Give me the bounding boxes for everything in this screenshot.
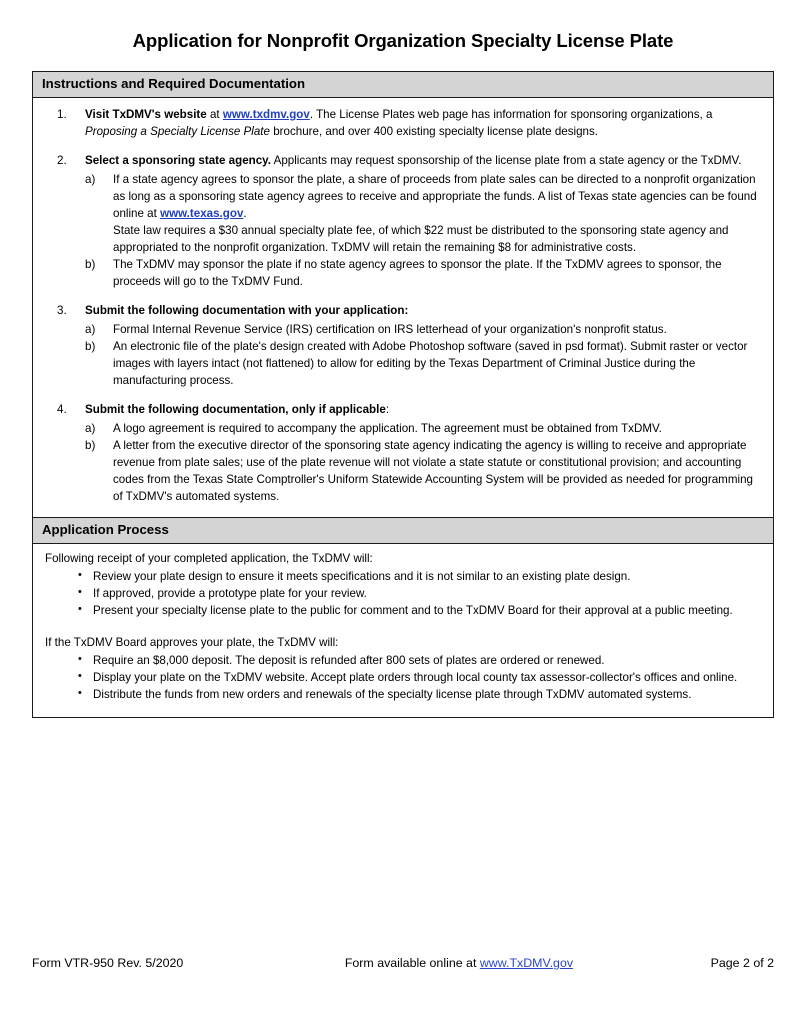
- sub-item-text: [113, 171, 763, 222]
- bullet-icon: •: [78, 568, 82, 581]
- section-header-instructions: Instructions and Required Documentation: [33, 72, 773, 98]
- item-body-text: Applicants may request sponsorship of the license plate from a state agency or the TxDMV.: [271, 153, 742, 167]
- item-number: 4.: [57, 403, 67, 417]
- item-lead: Visit TxDMV's website: [85, 107, 207, 121]
- sub-list-item: [85, 321, 763, 338]
- sub-item-letter: b): [85, 439, 96, 453]
- list-item: [45, 686, 763, 703]
- sub-item-letter: b): [85, 257, 96, 271]
- sub-list-item: [85, 171, 763, 256]
- item-text-after-link: . The License Plates web page has information for sponsoring organizations, a: [309, 107, 713, 121]
- bullet-text: Distribute the funds from new orders and renewals of the specialty license plate through TxDMV automated systems.: [93, 688, 692, 702]
- item-text: [85, 106, 763, 140]
- sub-item-text-after-link: .: [243, 206, 247, 220]
- item-number: 3.: [57, 304, 67, 317]
- sub-list-item: [85, 338, 763, 389]
- process-group-one-intro: Following receipt of your completed application, the TxDMV will:: [45, 551, 373, 565]
- bullet-text: Present your specialty license plate to the public for comment and to the TxDMV Board for their approval at a public meeting.: [93, 603, 733, 617]
- bullet-icon: •: [78, 602, 82, 615]
- spacer: [45, 619, 763, 634]
- item-text: [85, 302, 763, 319]
- list-item: [43, 401, 763, 505]
- item-text: [85, 401, 763, 418]
- application-process-body: [33, 544, 773, 717]
- bullet-icon: •: [78, 687, 82, 700]
- bullet-icon: •: [78, 670, 82, 683]
- list-item: [45, 585, 763, 602]
- bullet-icon: •: [78, 585, 82, 598]
- bullet-text: Display your plate on the TxDMV website. Accept plate orders through local county tax assessor-collector's offices and online.: [93, 671, 738, 685]
- footer-page-number: Page 2 of 2: [710, 956, 774, 970]
- footer-form-id: Form VTR-950 Rev. 5/2020: [32, 956, 184, 970]
- brochure-title: Proposing a Specialty License Plate: [85, 124, 270, 138]
- footer-availability: [183, 956, 710, 970]
- item-text-tail: brochure, and over 400 existing specialty license plate designs.: [269, 124, 599, 138]
- bullet-text: If approved, provide a prototype plate for your review.: [93, 586, 367, 600]
- sub-list-item: [85, 256, 763, 290]
- sub-item-letter: a): [85, 323, 96, 337]
- process-group-one-bullets: [45, 568, 763, 619]
- sub-item-text: A logo agreement is required to accompany the application. The agreement must be obtained from TxDMV.: [113, 422, 662, 436]
- list-item: [45, 669, 763, 686]
- process-group-two-bullets: [45, 652, 763, 703]
- bullet-text: Review your plate design to ensure it meets specifications and it is not similar to an existing plate design.: [93, 569, 631, 583]
- item-number: 2.: [57, 153, 67, 167]
- sub-list-item: [85, 437, 763, 505]
- texas-gov-link[interactable]: www.texas.gov: [160, 206, 244, 220]
- sub-item-letter: b): [85, 340, 96, 354]
- sub-item-text: The TxDMV may sponsor the plate if no state agency agrees to sponsor the plate. If the TxDMV agrees to sponsor, the proceeds will go to the TxDMV Fund.: [113, 257, 722, 288]
- list-item: [43, 152, 763, 290]
- page-title: Application for Nonprofit Organization Specialty License Plate: [132, 30, 674, 51]
- section-header-application-process: Application Process: [33, 517, 773, 544]
- sub-item-letter: a): [85, 422, 96, 436]
- process-group-two-intro: If the TxDMV Board approves your plate, the TxDMV will:: [45, 635, 339, 649]
- footer-txdmv-link[interactable]: www.TxDMV.gov: [479, 956, 574, 970]
- sub-item-letter: a): [85, 172, 96, 186]
- instructions-list: [43, 106, 763, 506]
- list-item: [45, 602, 763, 619]
- item-text: [85, 152, 763, 169]
- list-item: [45, 652, 763, 669]
- bullet-text: Require an $8,000 deposit. The deposit is refunded after 800 sets of plates are ordered or renewed.: [93, 654, 605, 667]
- sub-item-text: An electronic file of the plate's design created with Adobe Photoshop software (saved in psd format). Submit raster or vector images with layers intact (not flattened) to allow for editing by the Texas Department of Criminal Justice during the manufacturing process.: [113, 340, 748, 388]
- item-lead: Select a sponsoring state agency.: [85, 153, 271, 167]
- sub-list-item: [85, 420, 763, 437]
- page-footer: [32, 956, 774, 970]
- list-item: [45, 568, 763, 585]
- sub-item-text: A letter from the executive director of the sponsoring state agency indicating the agency is willing to receive and appropriate revenue from plate sales; use of the plate revenue will not violate a state statute or constitutional provision; and accounting codes from the Texas State Comptroller's Uniform Statewide Accounting System will be provided as needed for programming of TxDMV's automated systems.: [113, 439, 753, 504]
- item-lead: Submit the following documentation with your application:: [85, 304, 409, 317]
- list-item: [43, 106, 763, 140]
- sub-list: [85, 420, 763, 505]
- sub-item-extra-paragraph: State law requires a $30 annual specialty plate fee, of which $22 must be distributed to the sponsoring state agency and appropriated to the nonprofit organization. TxDMV will retain the remaining $8 for administrative costs.: [113, 223, 729, 254]
- list-item: [43, 302, 763, 389]
- item-text-before-link: at: [206, 107, 223, 121]
- sub-item-text-before-link: If a state agency agrees to sponsor the plate, a share of proceeds from plate sales can be directed to a nonprofit organization as long as a sponsoring state agency agrees to receive and appropriate the funds. A list of Texas state agencies can be found online at: [113, 172, 757, 220]
- bullet-icon: •: [78, 653, 82, 665]
- txdmv-website-link[interactable]: www.txdmv.gov: [222, 107, 310, 121]
- item-lead-tail: :: [385, 403, 390, 417]
- footer-availability-prefix: Form available online at: [344, 956, 480, 970]
- sub-item-text: Formal Internal Revenue Service (IRS) certification on IRS letterhead of your organization's nonprofit status.: [113, 323, 667, 337]
- sub-list: [85, 321, 763, 389]
- item-number: 1.: [57, 107, 67, 121]
- item-lead: Submit the following documentation, only if applicable: [85, 403, 386, 417]
- form-content-box: [32, 71, 774, 718]
- sub-list: [85, 171, 763, 290]
- instructions-body: [33, 98, 773, 518]
